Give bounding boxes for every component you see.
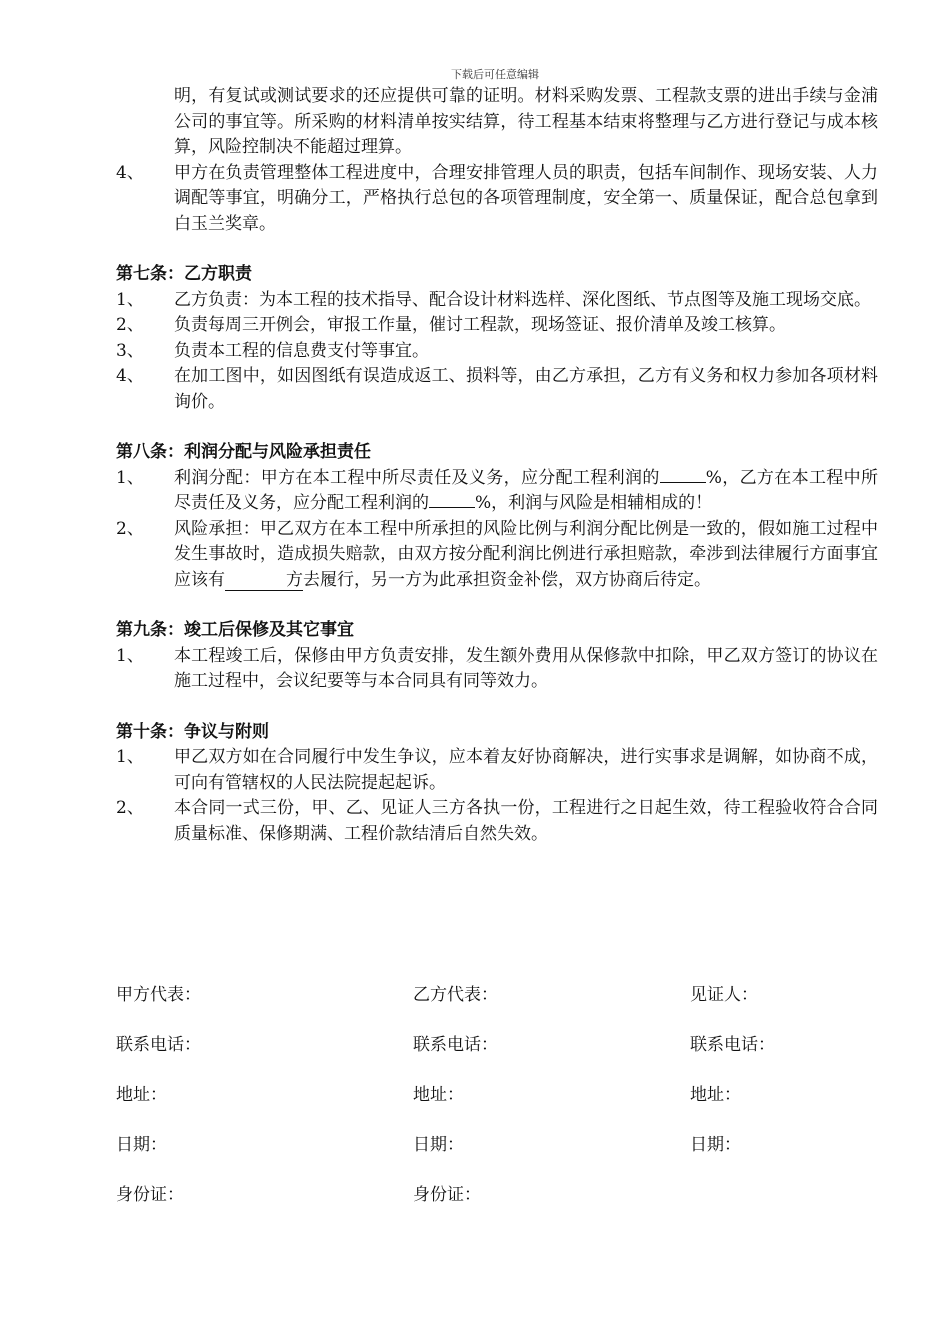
list-item — [116, 796, 878, 847]
item-text: 利润分配：甲方在本工程中所尽责任及义务，应分配工程利润的 %，乙方在本工程中所尽责任及义务，应分配工程利润的 %，利润与风险是相辅相成的！ — [174, 467, 878, 513]
blank-line — [660, 482, 706, 483]
list-item — [116, 313, 878, 339]
item-text: 负责本工程的信息费支付等事宜。 — [174, 340, 429, 361]
contract-body — [116, 84, 878, 847]
signature-row-address — [116, 1080, 876, 1106]
party-b-date-label: 日期： — [413, 1135, 464, 1155]
item-number: 3、 — [116, 340, 144, 361]
signature-row-representative — [116, 980, 876, 1006]
section-10-title: 第十条：争议与附则 — [116, 721, 269, 742]
page-header: 下载后可任意编辑 — [451, 68, 539, 81]
item-number: 4、 — [116, 162, 144, 183]
list-item — [116, 644, 878, 695]
item-number: 2、 — [116, 518, 144, 539]
party-a-address-label: 地址： — [116, 1085, 167, 1105]
item-text: 本合同一式三份，甲、乙、见证人三方各执一份，工程进行之日起生效，待工程验收符合合同质量标准、保修期满、工程价款结清后自然失效。 — [174, 798, 878, 844]
continuation-text: 明，有复试或测试要求的还应提供可靠的证明。材料采购发票、工程款支票的进出手续与金浦公司的事宜等。所采购的材料清单按实结算，待工程基本结束将整理与乙方进行登记与成本核算，风险控制决不能超过理算。 — [174, 86, 878, 157]
witness-date-label: 日期： — [690, 1135, 741, 1155]
item-text: 在加工图中，如因图纸有误造成返工、损料等，由乙方承担，乙方有义务和权力参加各项材料询价。 — [174, 366, 878, 412]
party-a-representative-label: 甲方代表： — [116, 985, 201, 1005]
party-a-phone-label: 联系电话： — [116, 1035, 201, 1055]
signature-row-date — [116, 1130, 876, 1156]
section-8-title: 第八条：利润分配与风险承担责任 — [116, 442, 371, 462]
party-b-id-label: 身份证： — [413, 1185, 481, 1205]
party-a-id-label: 身份证： — [116, 1185, 184, 1205]
item-number: 2、 — [116, 315, 144, 335]
witness-label: 见证人： — [690, 985, 758, 1005]
list-item — [116, 288, 878, 314]
blank-line — [429, 507, 475, 508]
party-b-representative-label: 乙方代表： — [413, 985, 498, 1005]
signature-row-id — [116, 1180, 876, 1206]
witness-address-label: 地址： — [690, 1085, 741, 1105]
list-item — [116, 161, 878, 238]
item-text: 乙方负责：为本工程的技术指导、配合设计材料选样、深化图纸、节点图等及施工现场交底。 — [174, 289, 871, 310]
witness-phone-label: 联系电话： — [690, 1035, 775, 1055]
item-number: 1、 — [116, 747, 144, 767]
list-item — [116, 517, 878, 594]
signature-row-phone — [116, 1030, 876, 1056]
blank-line: 方 — [225, 570, 303, 591]
item-text: 本工程竣工后，保修由甲方负责安排，发生额外费用从保修款中扣除，甲乙双方签订的协议在施工过程中，会议纪要等与本合同具有同等效力。 — [174, 645, 878, 691]
item-text: 甲乙双方如在合同履行中发生争议，应本着友好协商解决，进行实事求是调解，如协商不成，可向有管辖权的人民法院提起起诉。 — [174, 747, 878, 793]
party-b-address-label: 地址： — [413, 1085, 464, 1105]
continuation-paragraph — [116, 84, 878, 161]
party-b-phone-label: 联系电话： — [413, 1035, 498, 1055]
item-text: 负责每周三开例会，审报工作量，催讨工程款，现场签证、报价清单及竣工核算。 — [174, 315, 786, 335]
item-number: 1、 — [116, 289, 144, 310]
list-item — [116, 339, 878, 365]
list-item — [116, 466, 878, 517]
item-text: 风险承担：甲乙双方在本工程中所承担的风险比例与利润分配比例是一致的，假如施工过程中发生事故时，造成损失赔款，由双方按分配利润比例进行承担赔款，牵涉到法律履行方面事宜应该有 方去履行，另一方为此承担资金补偿，双方协商后待定。 — [174, 518, 878, 590]
item-text: 甲方在负责管理整体工程进度中，合理安排管理人员的职责，包括车间制作、现场安装、人力调配等事宜，明确分工，严格执行总包的各项管理制度，安全第一、质量保证，配合总包拿到白玉兰奖章。 — [174, 162, 878, 234]
item-number: 4、 — [116, 366, 144, 386]
item-number: 1、 — [116, 645, 144, 666]
section-7-title: 第七条：乙方职责 — [116, 264, 252, 284]
party-a-date-label: 日期： — [116, 1135, 167, 1155]
item-number: 1、 — [116, 467, 144, 488]
section-9-title: 第九条：竣工后保修及其它事宜 — [116, 620, 354, 640]
list-item — [116, 364, 878, 415]
item-number: 2、 — [116, 798, 144, 818]
list-item — [116, 745, 878, 796]
